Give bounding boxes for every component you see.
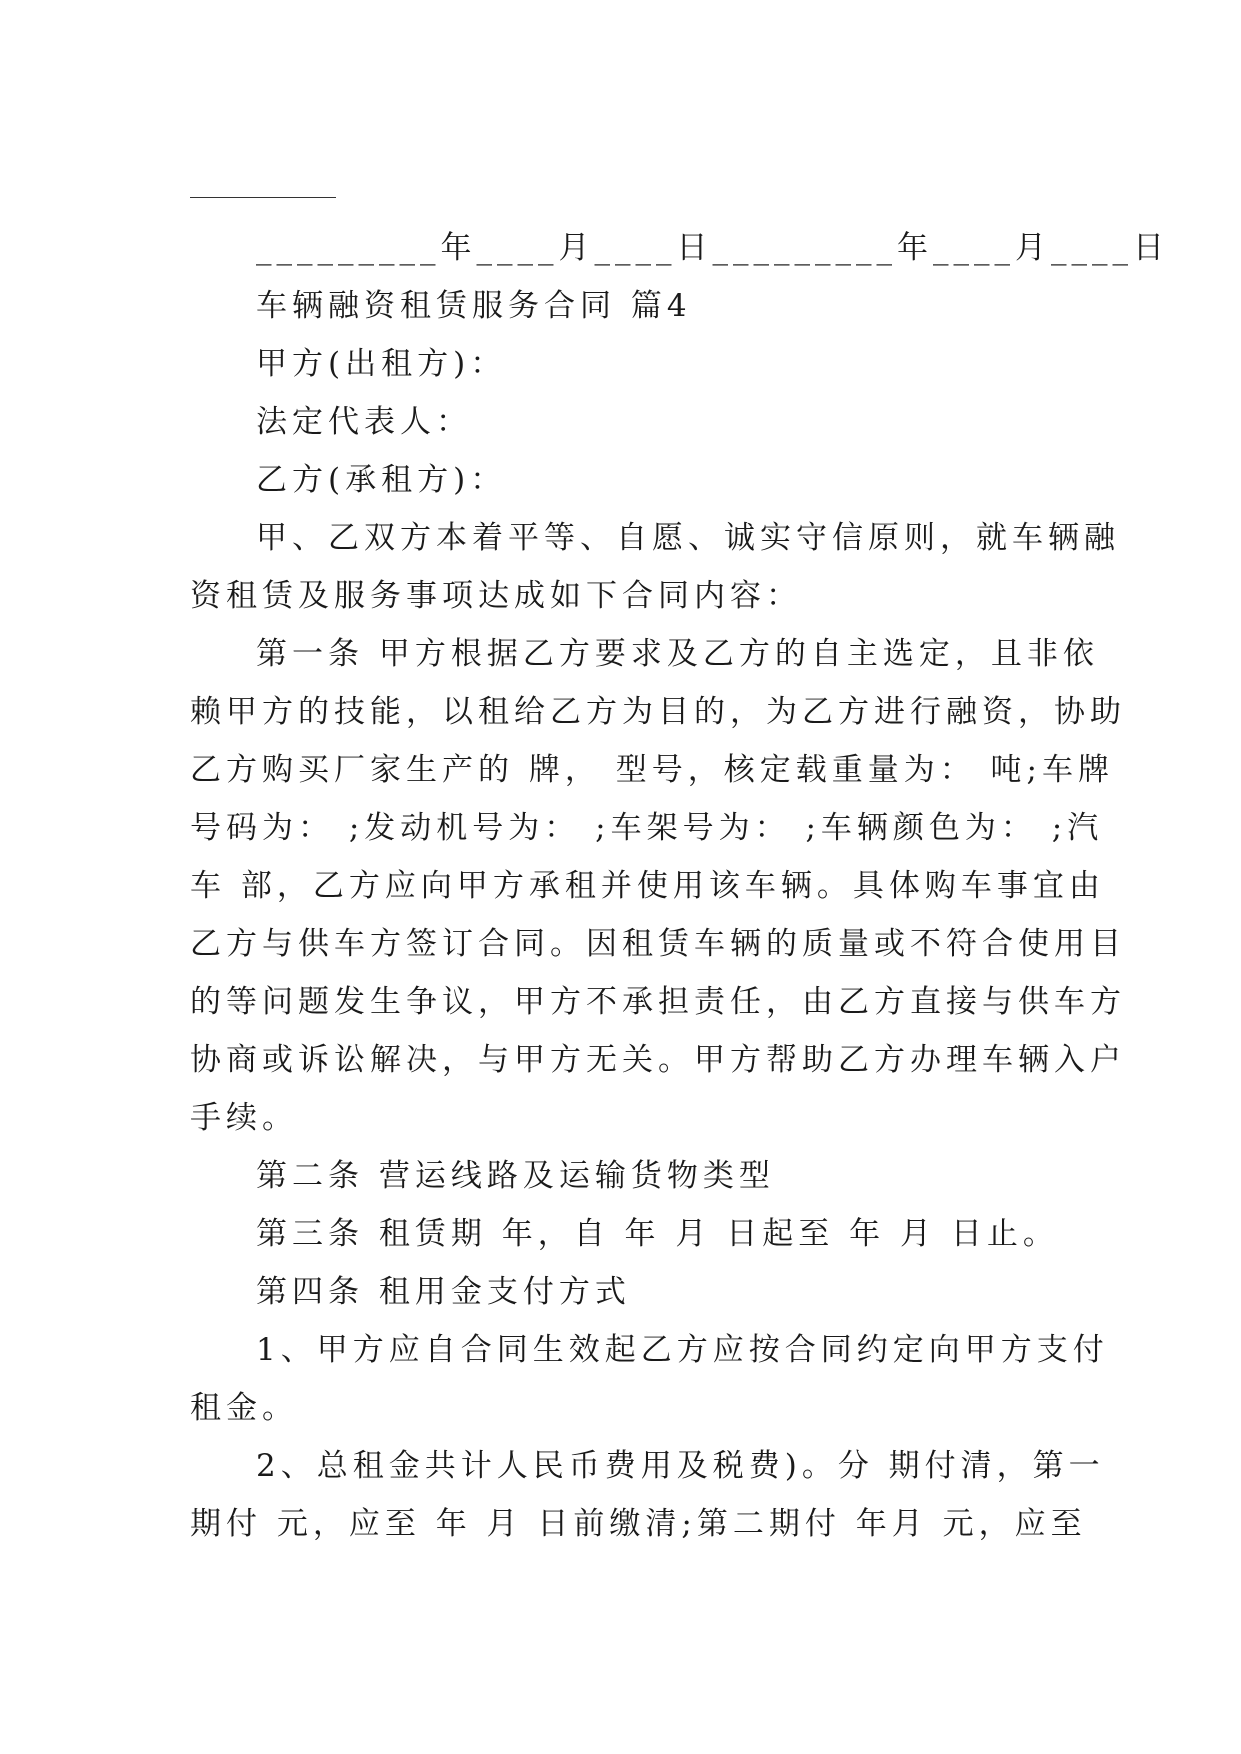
item-1-line: 租金。 <box>190 1390 298 1426</box>
item-2-line: 2、总租金共计人民币费用及税费)。分 期付清，第一 <box>256 1448 1105 1484</box>
article-2-heading: 第二条 营运线路及运输货物类型 <box>256 1158 775 1194</box>
article-1-line: 乙方购买厂家生产的 牌， 型号，核定载重量为： 吨;车牌 <box>190 752 1115 788</box>
article-1-line: 第一条 甲方根据乙方要求及乙方的自主选定，且非依 <box>256 636 1099 672</box>
paragraph-line: 甲、乙双方本着平等、自愿、诚实守信原则，就车辆融 <box>256 520 1120 556</box>
party-b-label: 乙方(承租方)： <box>256 462 507 498</box>
party-a-label: 甲方(出租方)： <box>256 346 507 382</box>
article-1-line: 乙方与供车方签订合同。因租赁车辆的质量或不符合使用目 <box>190 926 1126 962</box>
item-2-line: 期付 元，应至 年 月 日前缴清;第二期付 年月 元，应至 <box>190 1506 1087 1542</box>
article-1-line: 车 部，乙方应向甲方承租并使用该车辆。具体购车事宜由 <box>190 868 1105 904</box>
article-4-heading: 第四条 租用金支付方式 <box>256 1274 631 1310</box>
article-1-line: 手续。 <box>190 1100 298 1136</box>
item-1-line: 1、甲方应自合同生效起乙方应按合同约定向甲方支付 <box>256 1332 1109 1368</box>
article-1-line: 的等问题发生争议，甲方不承担责任，由乙方直接与供车方 <box>190 984 1126 1020</box>
top-rule <box>190 197 336 198</box>
paragraph-line: 资租赁及服务事项达成如下合同内容： <box>190 578 802 614</box>
article-1-line: 号码为： ;发动机号为： ;车架号为： ;车辆颜色为： ;汽 <box>190 810 1104 846</box>
section-title: 车辆融资租赁服务合同 篇4 <box>256 288 692 324</box>
article-1-line: 协商或诉讼解决，与甲方无关。甲方帮助乙方办理车辆入户 <box>190 1042 1126 1078</box>
legal-rep-label: 法定代表人： <box>256 404 472 440</box>
article-3-line: 第三条 租赁期 年，自 年 月 日起至 年 月 日止。 <box>256 1216 1059 1252</box>
date-line: _________年____月____日_________年____月____日 <box>256 230 1169 266</box>
article-1-line: 赖甲方的技能，以租给乙方为目的，为乙方进行融资，协助 <box>190 694 1126 730</box>
